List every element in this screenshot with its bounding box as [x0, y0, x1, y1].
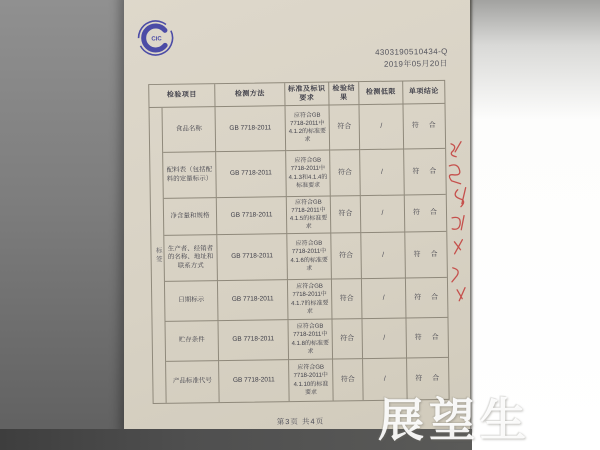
table-cell-conclusion: 符 合 [403, 104, 445, 150]
table-cell-method: GB 7718-2011 [217, 197, 288, 235]
table-cell-item: 贮存条件 [166, 321, 220, 362]
table-cell-conclusion: 符 合 [415, 374, 444, 383]
table-cell-result: 符合 [330, 105, 361, 150]
table-cell-limit: / [360, 149, 405, 196]
report-page-content [121, 0, 473, 436]
report-date: 2019年05月20日 [383, 59, 448, 70]
table-cell-conclusion: 符 合 [405, 195, 447, 233]
table-cell-method: GB 7718-2011 [219, 360, 290, 402]
table-cell-method: GB 7718-2011 [216, 151, 287, 198]
col-header-item: 检验项目 [149, 84, 215, 108]
col-header-limit: 检测低限 [359, 82, 403, 106]
document-meta [375, 46, 448, 72]
table-cell-standard: 应符合GB 7718-2011中4.1.8的标准要求 [288, 320, 333, 361]
table-cell-standard: 应符合GB 7718-2011中4.1.10的标准要求 [289, 360, 334, 402]
table-cell-item: 产品标准代号 [166, 361, 220, 403]
underlying-white-sheet [470, 0, 600, 450]
table-cell-method: GB 7718-2011 [217, 234, 288, 281]
category-label-vertical: 标签 [150, 108, 167, 403]
table-cell-standard: 应符合GB 7718-2011中4.1.7的标准要求 [288, 280, 333, 321]
table-cell-item: 配料表（包括配料的定量标示） [163, 152, 217, 199]
logo-letters: CIC [151, 36, 162, 43]
table-cell-result: 符合 [330, 150, 361, 196]
col-header-conclusion: 单项结论 [403, 81, 444, 105]
page-number: 第3页 共4页 [276, 416, 325, 427]
table-cell-conclusion: 符 合 [406, 278, 448, 319]
table-cell-limit: / [361, 195, 406, 233]
table-cell-limit: / [359, 105, 404, 151]
table-cell-standard: 应符合GB 7718-2011中4.1.6的标准要求 [287, 234, 332, 281]
table-cell-item: 生产者、经销者的名称、地址和联系方式 [164, 235, 218, 282]
table-cell-result: 符合 [331, 196, 362, 233]
table-cell-standard: 应符合GB 7718-2011中4.1.3和4.1.4的标准要求 [286, 151, 331, 198]
table-cell-conclusion: 符 合 [405, 232, 447, 279]
inspection-results-table [148, 80, 449, 404]
table-cell-item: 净含量和规格 [164, 198, 218, 236]
table-cell-method: GB 7718-2011 [216, 106, 287, 152]
table-cell-result: 符合 [332, 319, 363, 359]
col-header-method: 检测方法 [215, 83, 285, 107]
table-cell-standard: 应符合GB 7718-2011中4.1.5的标准要求 [287, 197, 332, 235]
col-header-result: 检验结果 [329, 82, 359, 105]
cic-certification-logo-icon [135, 18, 176, 59]
table-cell-result: 符合 [331, 233, 362, 279]
table-cell-standard: 应符合GB 7718-2011中4.1.2的标准要求 [286, 106, 331, 152]
table-cell-conclusion: 符 合 [406, 318, 448, 359]
table-cell-result: 符合 [332, 279, 363, 319]
table-cell-method: GB 7718-2011 [219, 320, 290, 361]
table-cell-conclusion: 符 合 [404, 149, 446, 196]
table-cell-result: 符合 [333, 359, 364, 400]
photo-watermark-text: 展望生 [378, 394, 531, 446]
table-cell-item: 食品名称 [163, 107, 217, 153]
table-cell-method: GB 7718-2011 [218, 280, 289, 321]
desk-background-left [0, 0, 124, 450]
table-cell-item: 日期标示 [165, 281, 219, 322]
col-header-standard: 标准及标识要求 [285, 83, 329, 107]
report-page [124, 0, 470, 434]
red-handwriting-annotation [441, 138, 478, 318]
table-cell-limit: / [361, 232, 406, 279]
table-cell-limit: / [362, 318, 407, 359]
report-number: 4303190510434-Q [374, 46, 448, 57]
table-cell-limit: / [363, 358, 408, 400]
table-cell-limit: / [362, 278, 407, 319]
